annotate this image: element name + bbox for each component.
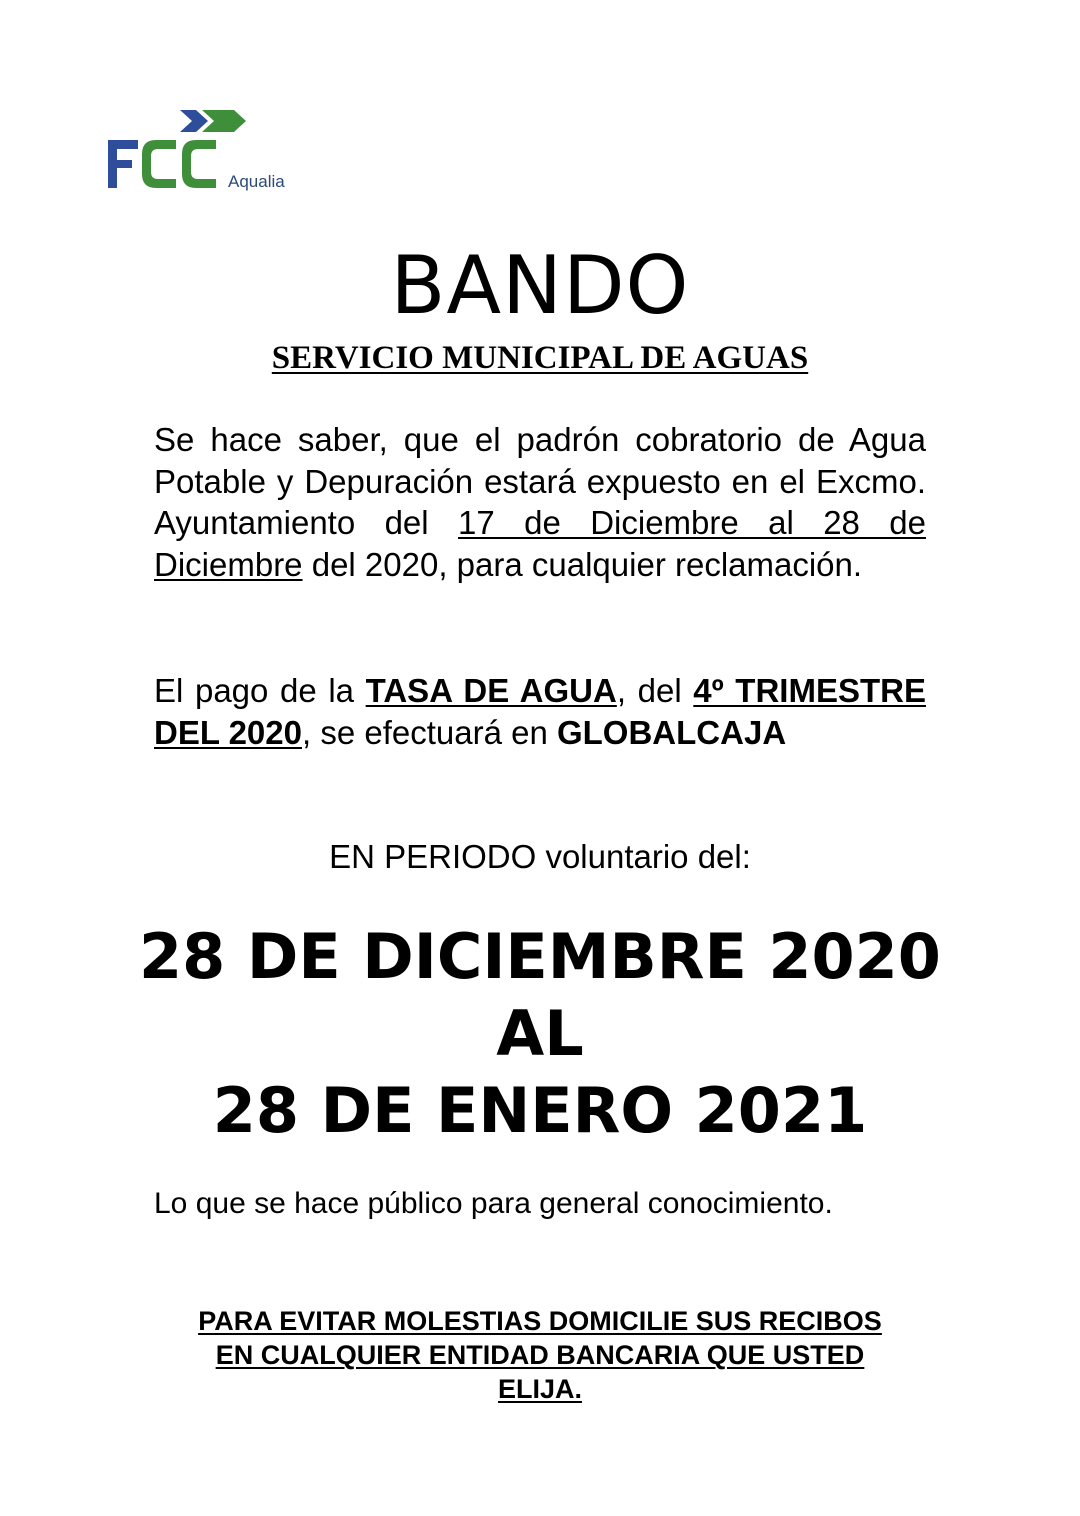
date-separator: AL xyxy=(496,997,584,1070)
notice-paragraph-1 xyxy=(154,419,926,585)
aviso-line-2: EN CUALQUIER ENTIDAD BANCARIA QUE USTED xyxy=(215,1340,865,1370)
notice-paragraph-2 xyxy=(154,670,926,753)
paragraph-2-text-a: El pago de la xyxy=(154,672,366,709)
payment-period-dates xyxy=(0,918,1080,1149)
aviso-line-3: ELIJA. xyxy=(497,1374,583,1404)
date-end: 28 DE ENERO 2021 xyxy=(212,1074,868,1147)
paragraph-1-text-a: Se hace saber, que el padrón cobratorio de Agua Potable y Depuración estará expuesto en el Excmo. Ayuntamiento del xyxy=(154,421,926,541)
entidad-label: GLOBALCAJA xyxy=(556,713,787,751)
paragraph-2-text-b: , del xyxy=(616,672,694,709)
paragraph-1-text-b: del 2020, para cualquier reclamación. xyxy=(302,545,863,583)
exposure-dates: 17 de Diciembre al 28 de Diciembre xyxy=(154,504,926,583)
public-notice-closing: Lo que se hace público para general conocimiento. xyxy=(154,1187,833,1220)
trimestre-label: 4º TRIMESTRE DEL 2020 xyxy=(154,672,926,751)
tasa-label: TASA DE AGUA xyxy=(365,672,617,709)
page-title: BANDO xyxy=(390,239,690,332)
page-subtitle: SERVICIO MUNICIPAL DE AGUAS xyxy=(271,340,809,376)
domiciliation-notice xyxy=(0,1304,1080,1406)
fcc-logo-icon xyxy=(104,104,304,196)
fcc-aqualia-logo xyxy=(104,104,304,196)
paragraph-2-text-c: , se efectuará en xyxy=(301,713,557,751)
periodo-label: EN PERIODO voluntario del: xyxy=(329,838,751,875)
date-start: 28 DE DICIEMBRE 2020 xyxy=(139,920,941,993)
logo-tagline: Aqualia xyxy=(228,172,285,191)
aviso-line-1: PARA EVITAR MOLESTIAS DOMICILIE SUS RECIBOS xyxy=(198,1306,882,1336)
